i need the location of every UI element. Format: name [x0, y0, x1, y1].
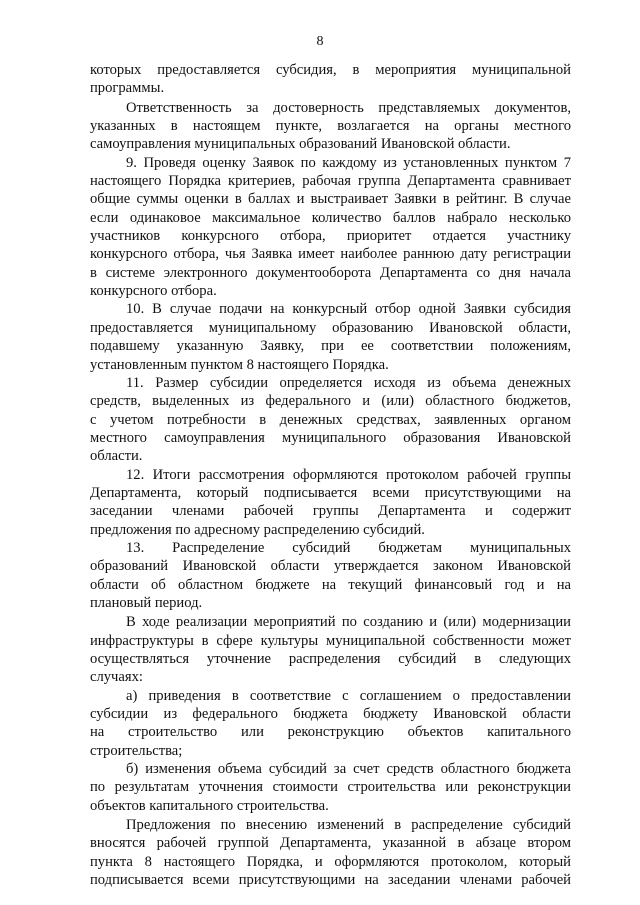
text-line: по результатам уточнения стоимости строительства или реконструкции [90, 779, 571, 796]
text-line: подавшему указанную Заявку, при ее соответствии положениям, [90, 338, 571, 355]
text-line: строительства; [90, 742, 183, 759]
text-line: пункта 8 настоящего Порядка, и оформляются протоколом, который [90, 853, 571, 870]
text-line: если одинаковое максимальное количество баллов набрало несколько [90, 209, 571, 226]
text-line: инфраструктуры в сфере культуры муниципальной собственности может [90, 632, 571, 649]
text-line: на строительство или реконструкцию объектов капитального [90, 724, 571, 741]
text-line: в системе электронного документооборота Департамента со дня начала [90, 264, 571, 281]
text-line: установленным пунктом 8 настоящего Порядка. [90, 356, 389, 373]
text-line: области. [90, 448, 143, 465]
text-line: субсидии из федерального бюджета бюджету Ивановской области [90, 706, 571, 723]
text-line: плановый период. [90, 594, 203, 611]
text-line: В ходе реализации мероприятий по созданию и (или) модернизации [126, 614, 571, 631]
text-line: Департамента, который подписывается всеми присутствующими на [90, 484, 571, 501]
text-line: конкурсного отбора. [90, 283, 217, 300]
text-line: настоящего Порядка критериев, рабочая группа Департамента сравнивает [90, 173, 571, 190]
text-line: 10. В случае подачи на конкурсный отбор одной Заявки субсидия [126, 301, 571, 318]
text-line: области об областном бюджете на текущий финансовый год и на [90, 576, 571, 593]
text-line: средств, выделенных из федерального и (или) областного бюджетов, [90, 393, 571, 410]
page-number: 8 [316, 34, 324, 49]
text-line: 13. Распределение субсидий бюджетам муниципальных [126, 539, 571, 556]
text-line: случаях: [90, 669, 143, 686]
text-line: предоставляется муниципальному образованию Ивановской области, [90, 319, 571, 336]
text-line: заседании членами рабочей группы Департамента и содержит [90, 503, 571, 520]
text-line: предложения по адресному распределению субсидий. [90, 521, 425, 538]
text-line: указанных в настоящем пункте, возлагается на органы местного [90, 118, 571, 135]
text-line: осуществляться уточнение распределения субсидий в следующих [90, 651, 571, 667]
text-line: которых предоставляется субсидия, в мероприятия муниципальной [90, 62, 571, 78]
text-line: конкурсного отбора, чья Заявка имеет наиболее раннюю дату регистрации [90, 246, 571, 263]
text-line: образований Ивановской области утверждается законом Ивановской [90, 558, 571, 575]
text-line: а) приведения в соответствие с соглашением о предоставлении [126, 687, 571, 704]
text-line: Ответственность за достоверность представляемых документов, [126, 99, 571, 116]
text-line: вносятся рабочей группой Департамента, указанной в абзаце втором [90, 835, 571, 852]
text-line: с учетом потребности в денежных средствах, заявленных органом [90, 411, 571, 428]
text-line: объектов капитального строительства. [90, 797, 329, 814]
text-line: 9. Проведя оценку Заявок по каждому из установленных пунктом 7 [126, 154, 571, 171]
text-line: б) изменения объема субсидий за счет средств областного бюджета [126, 761, 571, 778]
text-line: 12. Итоги рассмотрения оформляются протоколом рабочей группы [126, 466, 571, 483]
text-line: общие суммы оценки в баллах и выстраивает Заявки в рейтинг. В случае [90, 191, 571, 208]
text-line: местного самоуправления муниципального образования Ивановской [90, 429, 571, 446]
document-body [90, 61, 571, 889]
text-line: участников конкурсного отбора, приоритет отдается участнику [90, 228, 571, 245]
text-line: программы. [90, 80, 165, 97]
text-line: самоуправления муниципальных образований Ивановской области. [90, 136, 511, 153]
text-line: Предложения по внесению изменений в распределение субсидий [126, 817, 571, 834]
text-line: подписывается всеми присутствующими на заседании членами рабочей [90, 872, 571, 889]
text-line: 11. Размер субсидии определяется исходя из объема денежных [126, 374, 571, 391]
